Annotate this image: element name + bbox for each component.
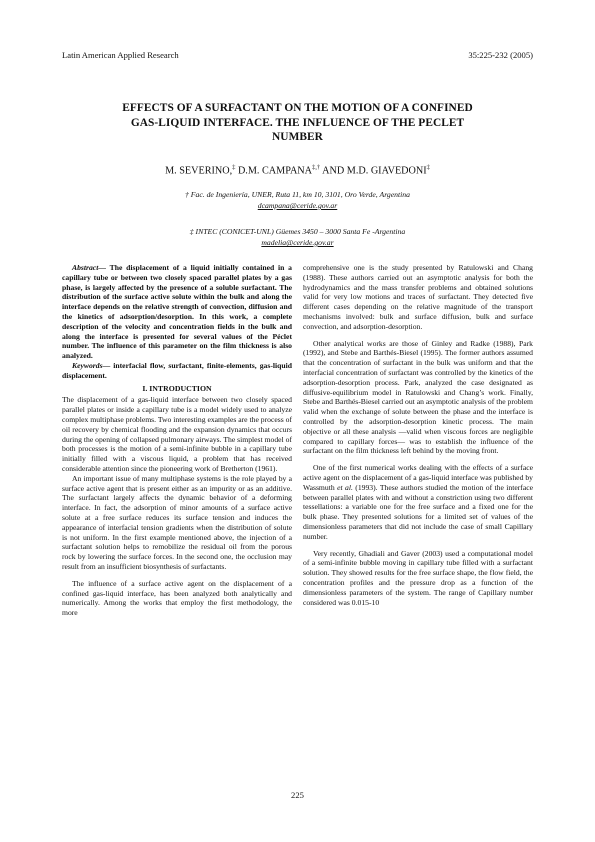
title-line-3: NUMBER [272, 131, 323, 144]
intro-paragraph-2: An important issue of many multiphase systems is the role played by a surface active agent that is present either as an impurity or as an additive. The surfactant largely affects the dynamic behavior of a deforming interface. In fact, the adsorption of minor amounts of a surface active solute at a free surface reduces its surface tension and induces the appearance of interfacial tension gradients when the distribution of solute is not uniform. In the first example mentioned above, the injection of a surfactant solution helps to remobilize the residual oil from the porous rock by lowering the surface forces. In the second one, the occlusion may result from an insufficient biosynthesis of surfactants. [62, 473, 292, 571]
author-3-mark: ‡ [426, 164, 430, 171]
affiliation-2-text: ‡ INTEC (CONICET-UNL) Güemes 3450 – 3000 Santa Fe -Argentina [189, 227, 406, 236]
paper-title [80, 101, 515, 145]
keywords-text: interfacial flow, surfactant, finite-elements, gas-liquid displacement. [62, 360, 292, 380]
keywords-label: Keywords— [72, 360, 111, 370]
author-1: M. SEVERINO, [165, 165, 233, 177]
author-list [62, 164, 533, 176]
affiliation-1 [62, 189, 533, 211]
abstract-text: The displacement of a liquid initially contained in a capillary tube or between two closely spaced parallel plates by a gas phase, is largely affected by the presence of a soluble surfactant. The distribution of the surface active solute within the bulk and along the interface depends on the relative strength of convection, diffusion and the kinetics of adsorption/desorption. In this work, a complete description of the velocity and concentration fields in the bulk and along the interface is presented for several values of the Péclet number. The influence of this parameter on the film thickness is also analyzed. [62, 263, 292, 361]
intro-paragraph-1: The displacement of a gas-liquid interface between two closely spaced parallel plates or inside a capillary tube is a model widely used to analyze complex multiphase problems. Two interesting examples are the process of oil recovery by chemical flooding and the expansion dynamics that occurs during the opening of collapsed pulmonary airways. The simplest model of both processes is the motion of a semi-infinite bubble in a capillary tube initially filled with a viscous liquid, a problem that has received considerable attention since the pioneering work of Bretherton (1961). [62, 395, 292, 473]
author-3: AND M.D. GIAVEDONI [320, 165, 427, 177]
page-number: 225 [291, 790, 304, 800]
citation: 35:225-232 (2005) [468, 50, 533, 60]
et-al: et al. [337, 482, 353, 492]
running-header [62, 50, 533, 60]
intro-paragraph-5: Other analytical works are those of Ginley and Radke (1988), Park (1992), and Stebe and Barthés-Biesel (1995). The former authors assumed that the concentration of surfactant in the bulk was uniform and that the interfacial concentration of surfactant was controlled by the kinetics of the adsorption-desorption process. Park, analyzed the case designated as diffusive-equilibrium model in Ratulowski and Chang’s work. Finally, Stebe and Barthés-Biesel carried out an asymptotic analysis of the problem valid when the exchange of solute between the phase and the interface is controlled by the adsorption-desorption kinetic process. The main objective or all these analysis —valid when viscous forces are negligible compared to capillary forces— was to establish the influence of the surfactant on the film thickness left behind by the moving front. [303, 338, 533, 456]
keywords [62, 361, 292, 381]
abstract [62, 263, 292, 361]
right-column [303, 263, 533, 607]
intro-paragraph-4: comprehensive one is the study presented by Ratulowski and Chang (1988). These authors carried out an asymptotic analysis for both the hydrodynamics and the mass transfer problems and obtained solutions valid for very low motions and traces of surfactant. They detected five different cases depending on the relative magnitude of the transport mechanisms involved: bulk and surface diffusion, bulk and surface convection, and adsorption-desorption. [303, 263, 533, 331]
author-2: D.M. CAMPANA [235, 165, 313, 177]
left-column [62, 263, 292, 618]
title-line-1: EFFECTS OF A SURFACTANT ON THE MOTION OF A CONFINED [122, 102, 473, 114]
title-line-2: GAS-LIQUID INTERFACE. THE INFLUENCE OF THE PECLET [130, 116, 465, 129]
abstract-label: Abstract— [72, 263, 106, 272]
journal-name: Latin American Applied Research [62, 50, 179, 60]
affiliation-2 [62, 226, 533, 248]
intro-paragraph-6-b: (1993). These authors studied the motion of the interface between parallel plates with and without a constriction using two different tessellations: a variable one for the free surface and a fixed one for the bulk phase. They presented solutions for a limited set of values of the dimensionless parameters that did not include the case of small Capillary number. [303, 482, 534, 541]
intro-paragraph-6 [303, 463, 533, 541]
affiliation-1-text: † Fac. de Ingeniería, UNER, Ruta 11, km 10, 3101, Oro Verde, Argentina [185, 190, 410, 199]
intro-paragraph-7: Very recently, Ghadiali and Gaver (2003) used a computational model of a semi-infinite bubble moving in capillary tube filled with a surfactant solution. They showed results for the free surface shape, the flow field, the concentration profiles and the pressure drop as a function of the dimensionless parameters of the system. The range of Capillary number considered was 0.015-10 [303, 548, 533, 607]
introduction-heading: I. INTRODUCTION [142, 383, 212, 393]
affiliation-2-email[interactable]: madelia@ceride.gov.ar [261, 238, 334, 247]
affiliation-1-email[interactable]: dcampana@ceride.gov.ar [257, 201, 338, 210]
intro-paragraph-6-a: One of the first numerical works dealing with the effects of a surface active agent on the displacement of a gas-liquid interface was published by Wassmuth [303, 463, 533, 492]
intro-paragraph-3: The influence of a surface active agent on the displacement of a confined gas-liquid interface, has been analyzed both analytically and numerically. Among the works that employ the first methodology, the more [62, 578, 292, 618]
author-2-mark: ‡,† [312, 164, 321, 171]
author-1-mark: ‡ [232, 164, 236, 171]
